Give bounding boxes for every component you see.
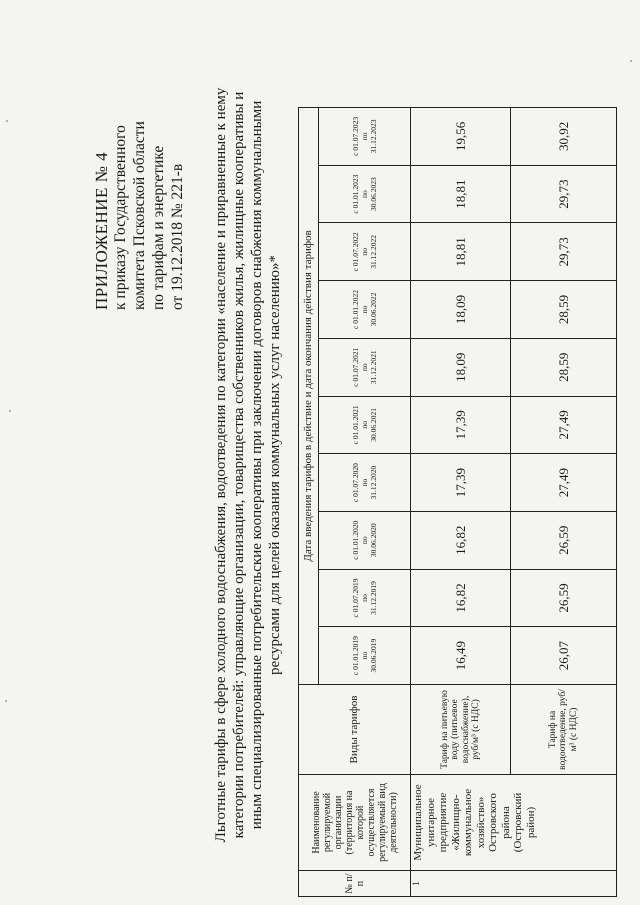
tariff-value: 17,39 [411,454,511,512]
tariff-value: 18,81 [411,223,511,281]
period-header: с 01.01.2023 по 30.06.2023 [319,165,411,223]
title-line: иным специализированные потребительские кооперативы при заключении договоров снабжения коммунальными [249,100,265,830]
tariff-value: 30,92 [511,108,617,166]
header-tariff-type: Виды тарифов [299,685,411,775]
tariff-value: 16,82 [411,511,511,569]
header-periods: Дата введения тарифов в действие и дата окончания действия тарифов [299,108,319,685]
tariff-value: 26,59 [511,511,617,569]
annex-line: к приказу Государственного [112,125,129,310]
title-line: категории потребителей: управляющие организации, товарищества собственников жилья, жилищные кооперативы и [231,91,247,839]
document-title [212,55,284,875]
tariff-type-sewerage: Тариф на водоотведение, руб/м³ (с НДС) [511,685,617,775]
table-row [411,108,511,897]
row-num: 1 [411,871,617,897]
period-header: с 01.07.2019 по 31.12.2019 [319,569,411,627]
title-line: Льготные тарифы в сфере холодного водоснабжения, водоотведения по категории «население и приравненные к нему [213,87,229,843]
period-header: с 01.07.2021 по 31.12.2021 [319,338,411,396]
tariff-value: 18,09 [411,281,511,339]
period-header: с 01.01.2019 по 30.06.2019 [319,627,411,685]
period-header: с 01.07.2022 по 31.12.2022 [319,223,411,281]
tariff-value: 29,73 [511,165,617,223]
annex-block [92,30,187,310]
period-header: с 01.07.2023 по 31.12.2023 [319,108,411,166]
period-header: с 01.01.2021 по 30.06.2021 [319,396,411,454]
annex-heading: ПРИЛОЖЕНИЕ № 4 [92,151,111,310]
annex-line: комитета Псковской области [131,121,148,310]
period-header: с 01.01.2020 по 30.06.2020 [319,511,411,569]
header-organization: Наименование регулируемой организации (территория на которой осуществляется регулируемый вид деятельности) [299,775,411,871]
tariff-type-water: Тариф на питьевую воду (питьевое водоснабжение), руб/м³ (с НДС) [411,685,511,775]
tariff-value: 27,49 [511,396,617,454]
tariff-value: 29,73 [511,223,617,281]
period-header: с 01.07.2020 по 31.12.2020 [319,454,411,512]
tariff-value: 26,59 [511,569,617,627]
period-header: с 01.01.2022 по 30.06.2022 [319,281,411,339]
tariff-value: 28,59 [511,338,617,396]
row-organization: Муниципальное унитарное предприятие «Жилищно-коммунальное хозяйство» Островского района (Островский район) [411,775,617,871]
header-num: № п/п [299,871,411,897]
tariff-value: 27,49 [511,454,617,512]
tariff-value: 28,59 [511,281,617,339]
tariff-value: 19,56 [411,108,511,166]
tariff-value: 16,49 [411,627,511,685]
tariff-value: 16,82 [411,569,511,627]
annex-line: по тарифам и энергетике [150,145,167,310]
tariff-value: 18,09 [411,338,511,396]
title-line: ресурсами для целей оказания коммунальных услуг населению»* [267,255,283,675]
annex-date: от 19.12.2018 № 221-в [169,163,186,310]
tariff-value: 26,07 [511,627,617,685]
tariff-value: 18,81 [411,165,511,223]
tariff-value: 17,39 [411,396,511,454]
tariffs-table [298,107,617,897]
